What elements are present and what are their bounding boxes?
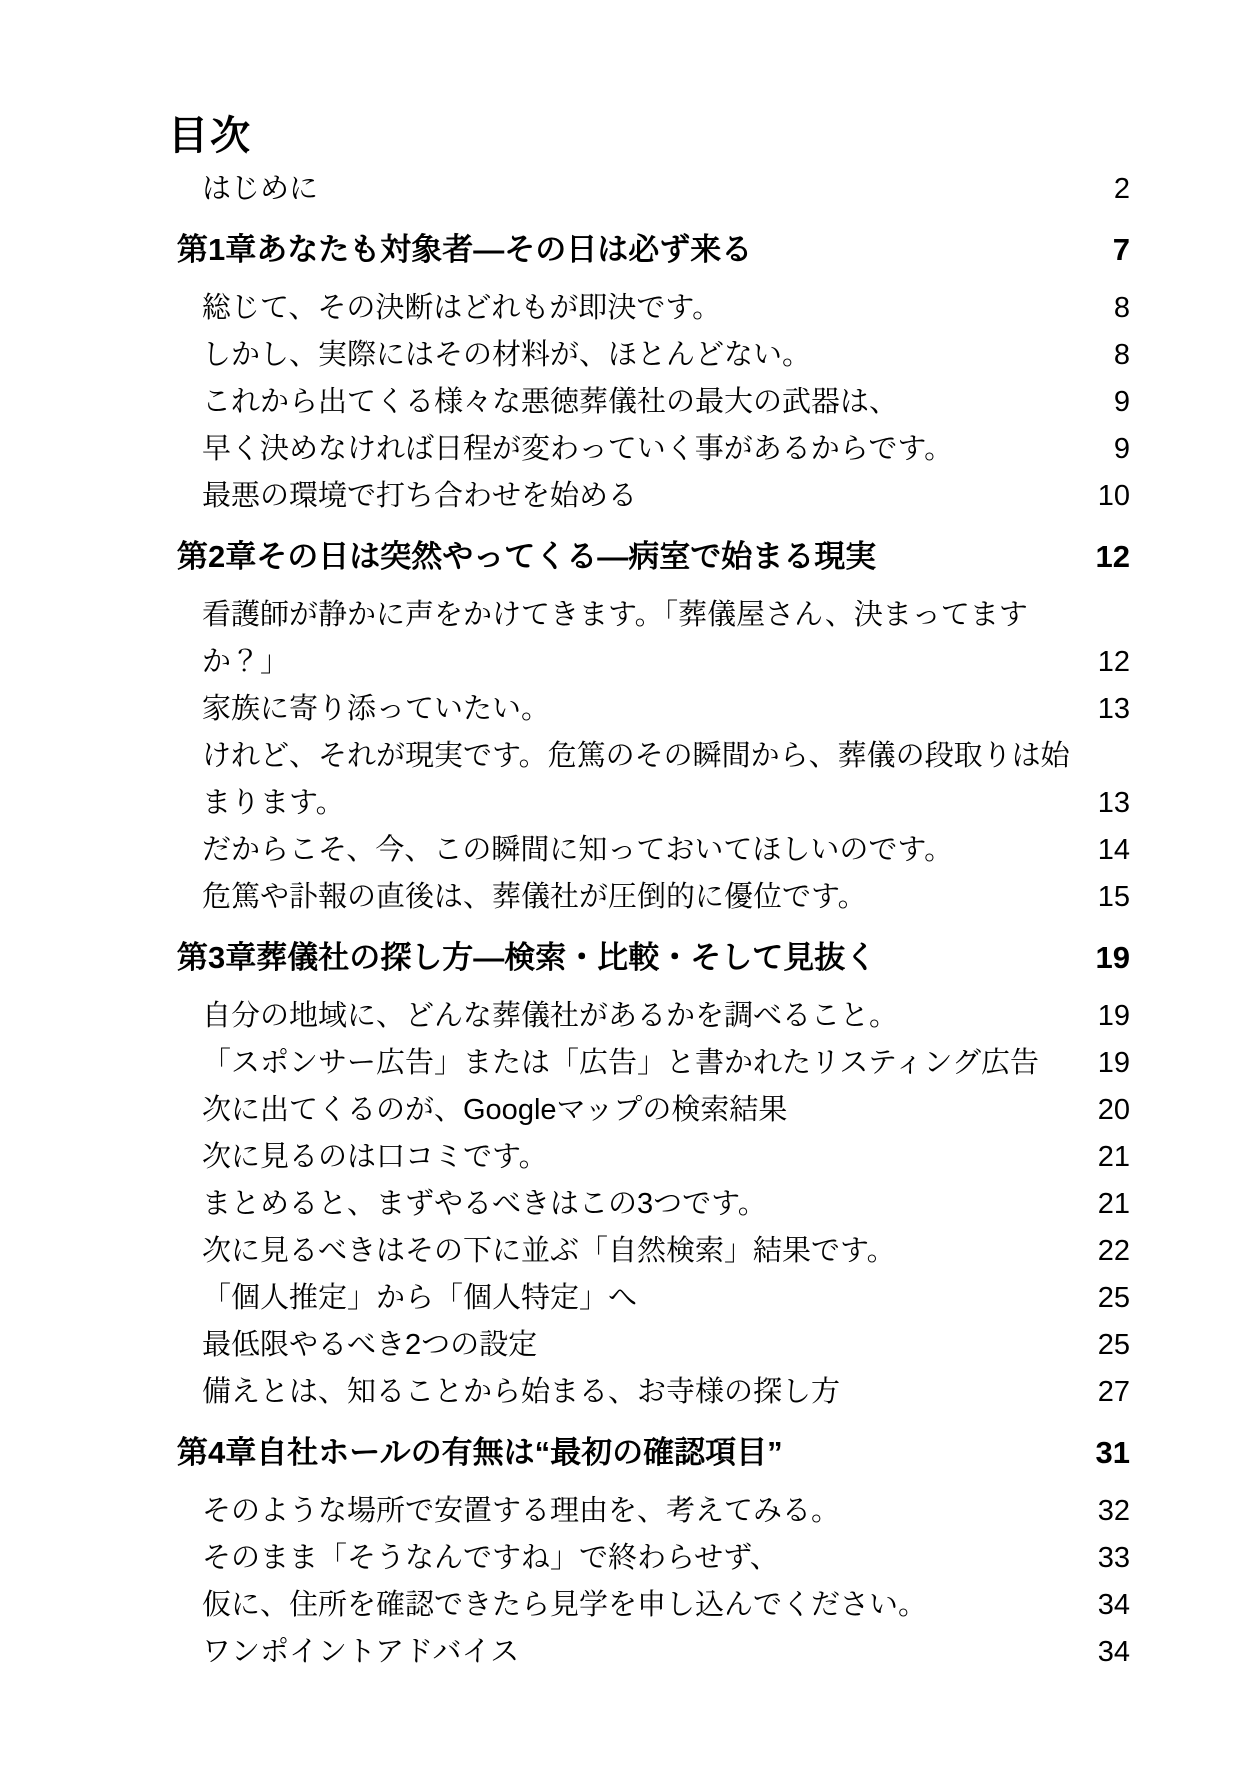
toc-entry-row xyxy=(0,285,1130,332)
toc-entry-row xyxy=(0,1535,1130,1582)
toc-page-number: 13 xyxy=(1097,693,1130,725)
toc-entry-row xyxy=(0,1369,1130,1416)
toc-entry-row xyxy=(0,686,1130,733)
toc-entry-row xyxy=(0,1629,1130,1676)
toc-page-number: 8 xyxy=(1113,292,1130,324)
toc-entry-row xyxy=(0,379,1130,426)
toc-entry-row xyxy=(0,1040,1130,1087)
toc-page-number: 25 xyxy=(1097,1329,1130,1361)
toc-page-number: 8 xyxy=(1113,339,1130,371)
toc-entry-label: まとめると、まずやるべきはこの3つです。 xyxy=(202,1188,767,1220)
toc-entry-label: はじめに xyxy=(202,173,319,205)
toc-entry-label: 家族に寄り添っていたい。 xyxy=(202,693,551,725)
toc-entry-label: 危篤や訃報の直後は、葬儀社が圧倒的に優位です。 xyxy=(202,881,867,913)
toc-page-number: 20 xyxy=(1097,1094,1130,1126)
toc-entry-label: 次に見るのは口コミです。 xyxy=(202,1141,548,1173)
toc-chapter-row xyxy=(0,226,1130,273)
toc-entry-label: 次に出てくるのが、Googleマップの検索結果 xyxy=(202,1094,788,1126)
toc-page-number: 27 xyxy=(1097,1376,1130,1408)
toc-entry-label: 最低限やるべき2つの設定 xyxy=(202,1329,538,1361)
toc-page-number: 9 xyxy=(1113,386,1130,418)
toc-entry-row xyxy=(0,1228,1130,1275)
toc-page-number: 31 xyxy=(1095,1435,1130,1470)
toc-page-number: 13 xyxy=(1097,787,1130,819)
toc-page-number: 34 xyxy=(1097,1636,1130,1668)
toc-entry-label: 「スポンサー広告」または「広告」と書かれたリスティング広告 xyxy=(202,1047,1039,1079)
toc-entry-label: 第3章葬儀社の探し方—検索・比較・そして見抜く xyxy=(177,940,877,975)
toc-page-number: 25 xyxy=(1097,1282,1130,1314)
toc-page-number: 7 xyxy=(1112,232,1130,267)
toc-entry-row xyxy=(0,592,1130,686)
toc-entry-row xyxy=(0,332,1130,379)
toc-page-number: 12 xyxy=(1095,539,1130,574)
toc-entry-row xyxy=(0,827,1130,874)
toc-page-number: 9 xyxy=(1113,433,1130,465)
toc-entry-label: だからこそ、今、この瞬間に知っておいてほしいのです。 xyxy=(202,834,954,866)
toc-entry-row xyxy=(0,993,1130,1040)
toc-entry-row xyxy=(0,1488,1130,1535)
toc-page-number: 21 xyxy=(1097,1188,1130,1220)
toc-entry-row xyxy=(0,473,1130,520)
toc-page-number: 19 xyxy=(1097,1047,1130,1079)
toc-entry-row xyxy=(0,426,1130,473)
toc-entry-row xyxy=(0,1582,1130,1629)
toc-page-number: 32 xyxy=(1097,1495,1130,1527)
toc-entry-label: ワンポイントアドバイス xyxy=(202,1636,520,1668)
toc-entry-row xyxy=(0,1181,1130,1228)
toc-page-number: 22 xyxy=(1097,1235,1130,1267)
toc-entry-row xyxy=(0,166,1130,213)
toc-entry-label: 次に見るべきはその下に並ぶ「自然検索」結果です。 xyxy=(202,1235,896,1267)
toc-page-number: 15 xyxy=(1097,881,1130,913)
toc-chapter-row xyxy=(0,1429,1130,1476)
toc-entry-label: そのような場所で安置する理由を、考えてみる。 xyxy=(202,1495,841,1527)
toc-page-number: 14 xyxy=(1097,834,1130,866)
toc-page-number: 34 xyxy=(1097,1589,1130,1621)
toc-entry-row xyxy=(0,1322,1130,1369)
toc-entry-label: しかし、実際にはその材料が、ほとんどない。 xyxy=(202,339,812,371)
toc-entry-label: けれど、それが現実です。危篤のその瞬間から、葬儀の段取りは始まります。 xyxy=(202,740,1070,819)
toc-page-number: 2 xyxy=(1113,173,1130,205)
toc-page-number: 19 xyxy=(1095,940,1130,975)
toc-entry-label: 自分の地域に、どんな葬儀社があるかを調べること。 xyxy=(202,1000,899,1032)
page-title: 目次 xyxy=(168,114,252,158)
toc-entry-row xyxy=(0,1087,1130,1134)
toc-entry-row xyxy=(0,1275,1130,1322)
toc-entry-label: そのまま「そうなんですね」で終わらせず、 xyxy=(202,1542,779,1574)
toc-entry-label: 総じて、その決断はどれもが即決です。 xyxy=(202,292,722,324)
toc-entry-label: 第1章あなたも対象者—その日は必ず来る xyxy=(177,232,753,267)
toc-entry-label: これから出てくる様々な悪徳葬儀社の最大の武器は、 xyxy=(202,386,899,418)
toc-page-number: 33 xyxy=(1097,1542,1130,1574)
toc-page-number: 19 xyxy=(1097,1000,1130,1032)
toc-page-number: 21 xyxy=(1097,1141,1130,1173)
toc-entry-label: 「個人推定」から「個人特定」へ xyxy=(202,1282,638,1314)
toc-entry-row xyxy=(0,733,1130,827)
toc-entry-label: 第2章その日は突然やってくる—病室で始まる現実 xyxy=(177,539,877,574)
table-of-contents xyxy=(0,166,1130,1676)
toc-entry-label: 備えとは、知ることから始まる、お寺様の探し方 xyxy=(202,1376,841,1408)
toc-entry-label: 早く決めなければ日程が変わっていく事があるからです。 xyxy=(202,433,954,465)
toc-page-number: 10 xyxy=(1097,480,1130,512)
toc-entry-label: 第4章自社ホールの有無は“最初の確認項目” xyxy=(177,1435,783,1470)
toc-entry-row xyxy=(0,1134,1130,1181)
toc-chapter-row xyxy=(0,934,1130,981)
toc-chapter-row xyxy=(0,533,1130,580)
toc-entry-label: 最悪の環境で打ち合わせを始める xyxy=(202,480,638,512)
toc-entry-label: 看護師が静かに声をかけてきます。「葬儀屋さん、決まってますか？」 xyxy=(202,599,1028,678)
toc-entry-row xyxy=(0,874,1130,921)
toc-entry-label: 仮に、住所を確認できたら見学を申し込んでください。 xyxy=(202,1589,928,1621)
toc-page-number: 12 xyxy=(1097,646,1130,678)
